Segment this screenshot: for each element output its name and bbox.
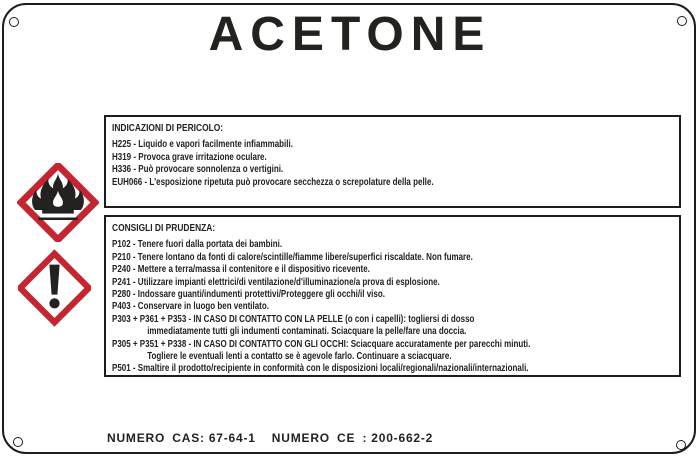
- hazard-statement-line: H225 - Liquido e vapori facilmente infiammabili.: [112, 139, 293, 151]
- hazard-statement-line: H336 - Può provocare sonnolenza o vertigini.: [112, 164, 284, 176]
- cas-number-group: [107, 431, 256, 445]
- precaution-statement-line: P210 - Tenere lontano da fonti di calore/scintille/fiamme libere/superfici riscaldate. Non fumare.: [112, 251, 473, 263]
- precaution-statement-line: immediatamente tutti gli indumenti contaminati. Sciacquare la pelle/fare una doccia.: [147, 326, 467, 338]
- hazard-statement-line: H319 - Provoca grave irritazione oculare.: [112, 151, 267, 163]
- precaution-statement-line: P280 - Indossare guanti/indumenti protettivi/Proteggere gli occhi/il viso.: [112, 289, 385, 301]
- precaution-statement-line: P501 - Smaltire il prodotto/recipiente in conformità con le disposizioni locali/regionali/nazionali/internazionali.: [112, 363, 529, 375]
- hazard-box-title: INDICAZIONI DI PERICOLO:: [112, 122, 224, 134]
- precaution-statement-line: P305 + P351 + P338 - IN CASO DI CONTATTO CON GLI OCCHI: Sciacquare accuratamente per parecchi minuti.: [112, 338, 531, 350]
- hazard-statement-line: EUH066 - L'esposizione ripetuta può provocare secchezza o screpolature della pelle.: [112, 176, 434, 188]
- ce-number-value: 200-662-2: [371, 431, 434, 445]
- flammable-pictogram: [17, 163, 99, 242]
- precaution-statement-line: P241 - Utilizzare impianti elettrici/di ventilazione/d'illuminazione/a prova di esplosione.: [112, 276, 440, 288]
- registry-numbers-row: [107, 431, 433, 445]
- ce-number-group: [272, 431, 433, 445]
- precaution-statements-box: [104, 215, 681, 377]
- mounting-hole-bottom-left: [13, 437, 23, 447]
- precaution-statement-line: P240 - Mettere a terra/massa il contenitore e il dispositivo ricevente.: [112, 264, 370, 276]
- cas-number-label: NUMERO CAS:: [107, 431, 205, 445]
- precaution-box-title: CONSIGLI DI PRUDENZA:: [112, 222, 216, 234]
- flame-icon: [21, 165, 95, 239]
- precaution-statement-line: Togliere le eventuali lenti a contatto se è agevole farlo. Continuare a sciacquare.: [147, 351, 452, 363]
- exclamation-icon: [20, 254, 89, 323]
- ce-number-label: NUMERO CE :: [271, 431, 368, 445]
- precaution-statement-line: P102 - Tenere fuori dalla portata dei bambini.: [112, 239, 283, 251]
- precaution-statements-list: [112, 239, 673, 375]
- cas-number-value: 67-64-1: [208, 431, 256, 445]
- mounting-hole-bottom-right: [676, 440, 686, 450]
- product-title: ACETONE: [208, 8, 492, 61]
- precaution-statement-line: P303 + P361 + P353 - IN CASO DI CONTATTO CON LA PELLE (o con i capelli): togliersi di dosso: [112, 313, 475, 325]
- hazard-statements-list: [112, 139, 673, 189]
- irritant-pictogram: [18, 249, 91, 327]
- hazard-statements-box: [104, 115, 681, 208]
- precaution-statement-line: P403 - Conservare in luogo ben ventilato.: [112, 301, 269, 313]
